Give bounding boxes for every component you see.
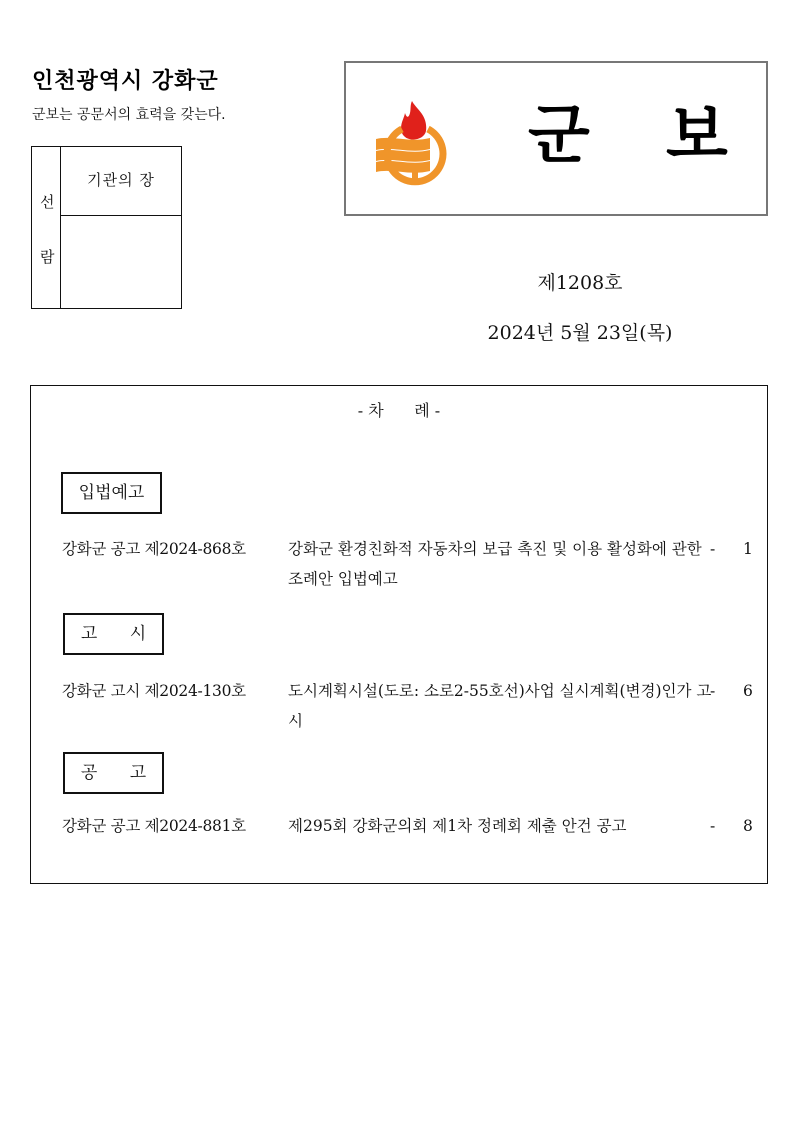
entry-dash: -	[710, 682, 716, 700]
county-emblem-icon	[372, 93, 462, 188]
entry-title[interactable]: 도시계획시설(도로: 소로2-55호선)사업 실시계획(변경)인가 고시	[288, 682, 712, 730]
entry-title[interactable]: 제295회 강화군의회 제1차 정례회 제출 안건 공고	[288, 817, 627, 835]
toc-title: - 차 례 -	[357, 401, 441, 420]
org-title: 인천광역시 강화군	[32, 69, 219, 94]
entry-title[interactable]: 강화군 환경친화적 자동차의 보급 촉진 및 이용 활성화에 관한 조례안 입법예고	[288, 540, 702, 588]
entry-id[interactable]: 강화군 공고 제2024-868호	[62, 540, 246, 558]
approval-side-label-1: 선	[40, 193, 55, 211]
masthead-title-char-2: 보	[666, 99, 728, 173]
table-of-contents	[30, 385, 768, 884]
approval-box	[31, 146, 182, 309]
legal-notice: 군보는 공문서의 효력을 갖는다.	[32, 107, 226, 123]
issue-number: 제1208호	[537, 272, 623, 294]
approval-head-label: 기관의 장	[61, 147, 181, 216]
masthead-title-char-1: 군	[528, 99, 590, 173]
category-announcement: 공 고	[63, 752, 164, 794]
issue-date: 2024년 5월 23일(목)	[487, 322, 673, 344]
category-public-notice: 고 시	[63, 613, 164, 655]
approval-signature-area	[61, 216, 181, 308]
approval-side-column	[32, 147, 61, 308]
entry-id[interactable]: 강화군 고시 제2024-130호	[62, 682, 246, 700]
entry-page[interactable]: 1	[743, 540, 753, 558]
entry-dash: -	[710, 817, 716, 835]
entry-page[interactable]: 8	[743, 817, 753, 835]
entry-page[interactable]: 6	[743, 682, 753, 700]
entry-dash: -	[710, 540, 716, 558]
masthead	[344, 61, 768, 216]
category-legislative-notice: 입법예고	[61, 472, 162, 514]
approval-side-label-2: 람	[40, 248, 55, 266]
entry-id[interactable]: 강화군 공고 제2024-881호	[62, 817, 246, 835]
